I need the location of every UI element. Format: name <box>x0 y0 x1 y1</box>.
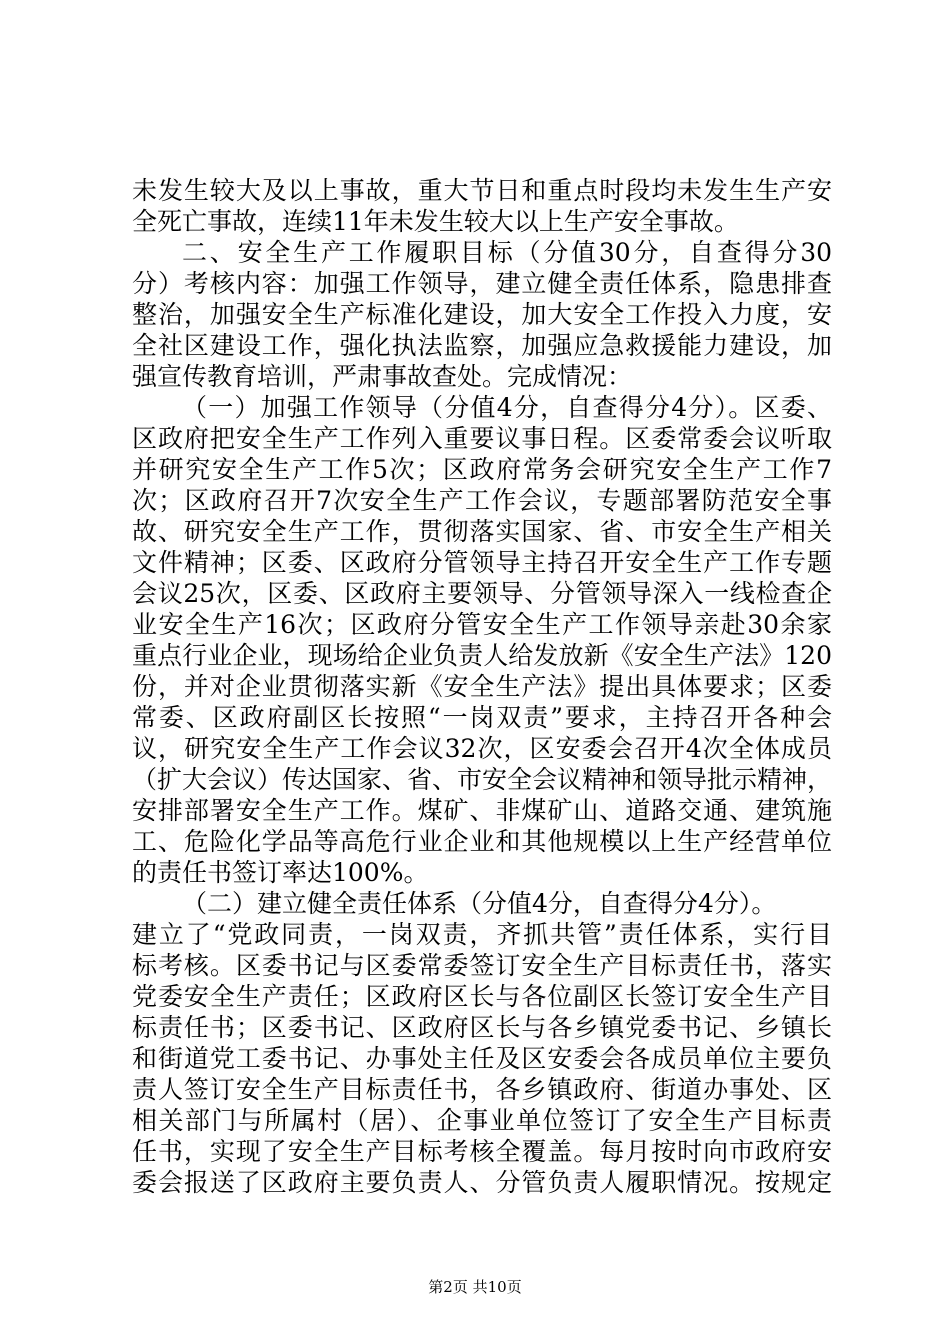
body-line: 强宣传教育培训，严肃事故查处。完成情况： <box>132 362 633 391</box>
body-line: 二、安全生产工作履职目标（分值30分，自查得分30 <box>182 238 832 267</box>
body-line: 全死亡事故，连续11年未发生较大以上生产安全事故。 <box>132 207 739 236</box>
body-line: （二）建立健全责任体系（分值4分，自查得分4分）。 <box>182 889 777 918</box>
body-line: 议，研究安全生产工作会议32次，区安委会召开4次全体成员 <box>132 734 832 763</box>
body-line: 并研究安全生产工作5次；区政府常务会研究安全生产工作7 <box>132 455 832 484</box>
body-line: 整治，加强安全生产标准化建设，加大安全工作投入力度，安 <box>132 300 832 329</box>
body-line: （一）加强工作领导（分值4分，自查得分4分）。区委、 <box>182 393 832 422</box>
body-line: 文件精神；区委、区政府分管领导主持召开安全生产工作专题 <box>132 548 832 577</box>
body-line: 责人签订安全生产目标责任书，各乡镇政府、街道办事处、区 <box>132 1075 832 1104</box>
body-line: 未发生较大及以上事故，重大节日和重点时段均未发生生产安 <box>132 176 832 205</box>
page-footer: 第2页 共10页 <box>428 1278 522 1296</box>
body-line: 标责任书；区委书记、区政府区长与各乡镇党委书记、乡镇长 <box>132 1013 832 1042</box>
body-line: 建立了“党政同责，一岗双责，齐抓共管”责任体系，实行目 <box>132 920 832 949</box>
body-line: 故、研究安全生产工作，贯彻落实国家、省、市安全生产相关 <box>132 517 832 546</box>
body-line: 业安全生产16次；区政府分管安全生产工作领导亲赴30余家 <box>132 610 832 639</box>
body-line: 常委、区政府副区长按照“一岗双责”要求，主持召开各种会 <box>132 703 832 732</box>
body-line: （扩大会议）传达国家、省、市安全会议精神和领导批示精神， <box>132 765 833 794</box>
body-line: 工、危险化学品等高危行业企业和其他规模以上生产经营单位 <box>132 827 832 856</box>
body-line: 相关部门与所属村（居）、企事业单位签订了安全生产目标责 <box>132 1106 832 1135</box>
body-line: 次；区政府召开7次安全生产工作会议，专题部署防范安全事 <box>132 486 832 515</box>
body-line: 全社区建设工作，强化执法监察，加强应急救援能力建设，加 <box>132 331 832 360</box>
body-line: 任书，实现了安全生产目标考核全覆盖。每月按时向市政府安 <box>132 1137 832 1166</box>
body-line: 的责任书签订率达100%。 <box>132 858 429 887</box>
body-line: 委会报送了区政府主要负责人、分管负责人履职情况。按规定 <box>132 1168 832 1197</box>
body-line: 标考核。区委书记与区委常委签订安全生产目标责任书，落实 <box>132 951 832 980</box>
body-line: 安排部署安全生产工作。煤矿、非煤矿山、道路交通、建筑施 <box>132 796 832 825</box>
body-line: 区政府把安全生产工作列入重要议事日程。区委常委会议听取 <box>132 424 832 453</box>
body-line: 和街道党工委书记、办事处主任及区安委会各成员单位主要负 <box>132 1044 832 1073</box>
body-line: 分）考核内容：加强工作领导，建立健全责任体系，隐患排查 <box>132 269 832 298</box>
body-line: 会议25次，区委、区政府主要领导、分管领导深入一线检查企 <box>132 579 832 608</box>
body-line: 党委安全生产责任；区政府区长与各位副区长签订安全生产目 <box>132 982 832 1011</box>
body-line: 重点行业企业，现场给企业负责人给发放新《安全生产法》120 <box>132 641 832 670</box>
body-line: 份，并对企业贯彻落实新《安全生产法》提出具体要求；区委 <box>132 672 832 701</box>
